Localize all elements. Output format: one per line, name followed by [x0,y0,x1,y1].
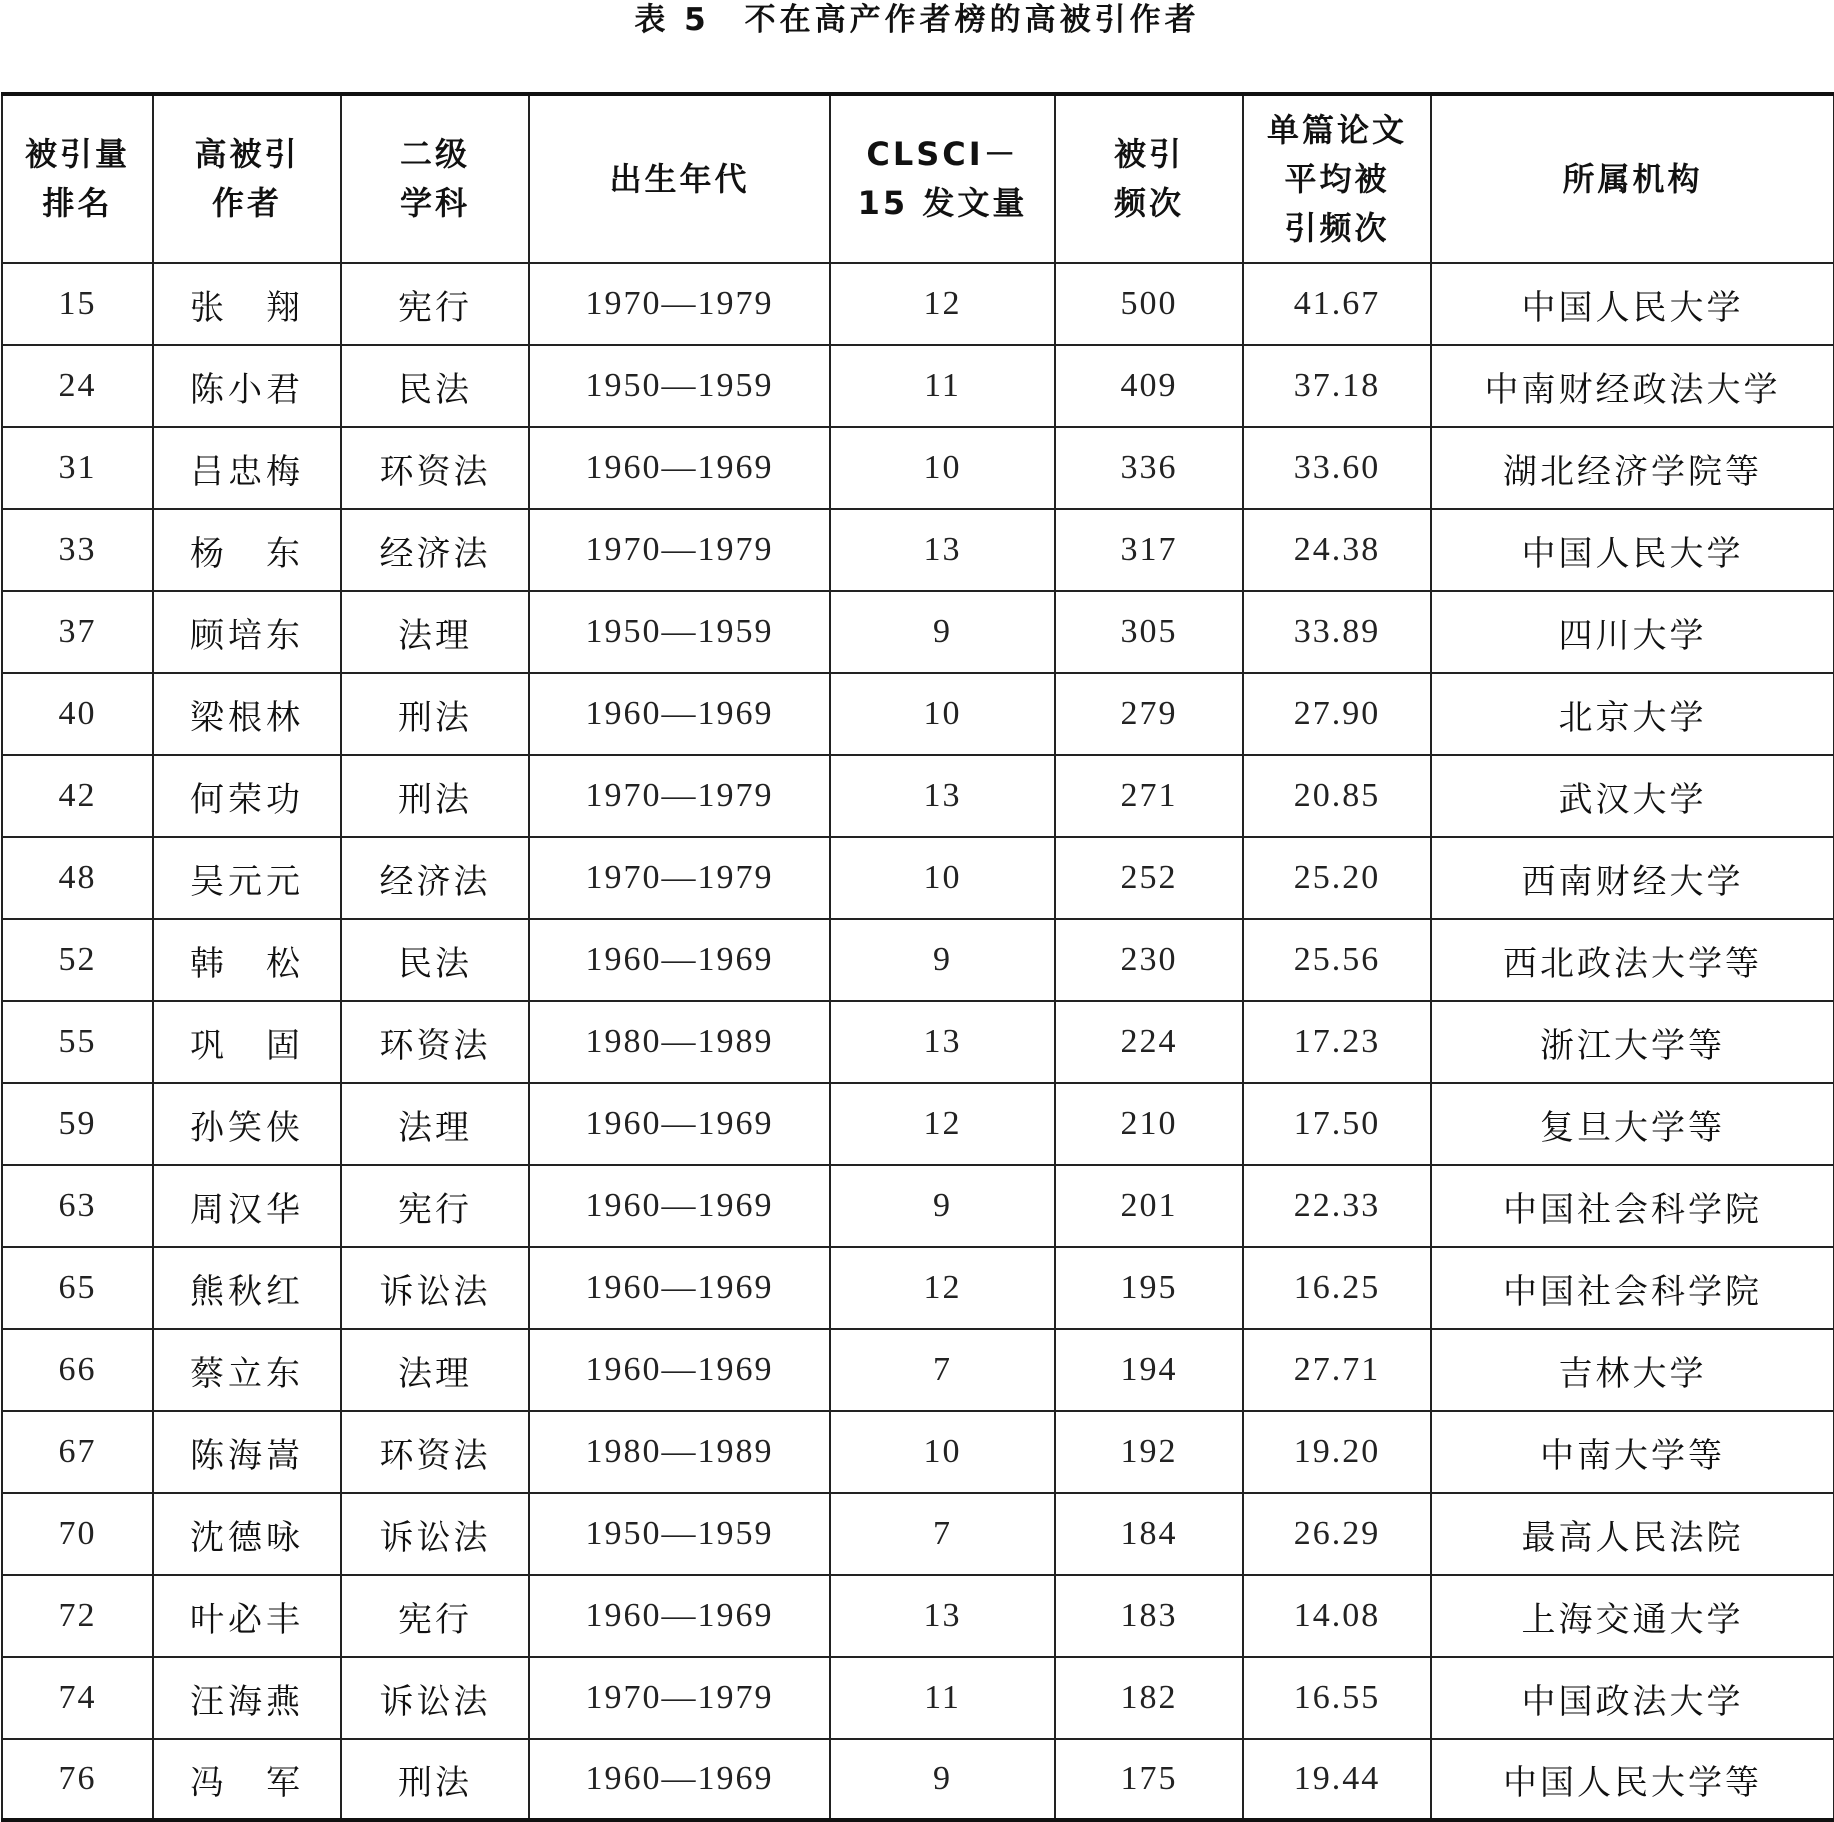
institution-cell: 浙江大学等 [1431,1001,1834,1083]
header-line: CLSCI－ [866,135,1019,173]
discipline-cell: 刑法 [341,673,529,755]
header-line: 单篇论文 [1266,110,1407,149]
rank-cell: 66 [2,1329,153,1411]
author-cell: 孙笑侠 [153,1083,341,1165]
citations-cell: 210 [1055,1083,1243,1165]
rank-cell: 67 [2,1411,153,1493]
institution-cell: 上海交通大学 [1431,1575,1834,1657]
rank-cell: 48 [2,837,153,919]
header-line: 排名 [42,184,113,222]
author-cell: 汪海燕 [153,1657,341,1739]
table-row [2,1739,1834,1820]
header-line: 高被引 [194,135,300,173]
avg-citations-cell: 20.85 [1243,755,1431,837]
birth-decade-cell: 1960—1969 [529,1329,830,1411]
publications-cell: 13 [830,755,1055,837]
discipline-cell: 民法 [341,345,529,427]
author-cell: 叶必丰 [153,1575,341,1657]
author-cell: 蔡立东 [153,1329,341,1411]
discipline-cell: 环资法 [341,427,529,509]
institution-cell: 复旦大学等 [1431,1083,1834,1165]
rank-cell: 59 [2,1083,153,1165]
avg-citations-cell: 33.60 [1243,427,1431,509]
table-caption: 表 5 不在高产作者榜的高被引作者 [634,2,1200,38]
birth-decade-cell: 1960—1969 [529,1083,830,1165]
author-cell: 周汉华 [153,1165,341,1247]
citations-cell: 336 [1055,427,1243,509]
header-line: 出生年代 [609,159,750,198]
rank-cell: 70 [2,1493,153,1575]
citations-cell: 175 [1055,1739,1243,1820]
citations-cell: 194 [1055,1329,1243,1411]
discipline-cell: 宪行 [341,1575,529,1657]
avg-citations-cell: 22.33 [1243,1165,1431,1247]
author-cell: 熊秋红 [153,1247,341,1329]
header-line: 所属机构 [1562,159,1703,198]
table-row [2,755,1834,837]
rank-cell: 63 [2,1165,153,1247]
rank-cell: 72 [2,1575,153,1657]
table-row [2,1329,1834,1411]
avg-citations-cell: 16.25 [1243,1247,1431,1329]
discipline-cell: 经济法 [341,837,529,919]
institution-cell: 中国人民大学 [1431,263,1834,345]
citations-cell: 182 [1055,1657,1243,1739]
table-row [2,345,1834,427]
publications-cell: 11 [830,1657,1055,1739]
birth-decade-cell: 1960—1969 [529,1739,830,1820]
table-header-row [2,94,1834,263]
institution-cell: 四川大学 [1431,591,1834,673]
birth-decade-cell: 1960—1969 [529,673,830,755]
citations-cell: 317 [1055,509,1243,591]
institution-cell: 武汉大学 [1431,755,1834,837]
table-row [2,591,1834,673]
publications-cell: 13 [830,1575,1055,1657]
table-body [2,263,1834,1820]
discipline-cell: 环资法 [341,1001,529,1083]
birth-decade-cell: 1960—1969 [529,427,830,509]
avg-citations-cell: 17.23 [1243,1001,1431,1083]
header-discipline [341,94,529,263]
rank-cell: 40 [2,673,153,755]
publications-cell: 9 [830,591,1055,673]
publications-cell: 9 [830,1165,1055,1247]
institution-cell: 最高人民法院 [1431,1493,1834,1575]
publications-cell: 7 [830,1493,1055,1575]
citations-cell: 192 [1055,1411,1243,1493]
header-line: 平均被 [1284,159,1390,198]
rank-cell: 74 [2,1657,153,1739]
header-birth-decade [529,94,830,263]
citations-cell: 409 [1055,345,1243,427]
author-cell: 陈小君 [153,345,341,427]
discipline-cell: 刑法 [341,1739,529,1820]
avg-citations-cell: 25.20 [1243,837,1431,919]
avg-citations-cell: 16.55 [1243,1657,1431,1739]
birth-decade-cell: 1950—1959 [529,1493,830,1575]
table-row [2,1165,1834,1247]
avg-citations-cell: 26.29 [1243,1493,1431,1575]
citations-cell: 500 [1055,263,1243,345]
header-line: 被引 [1113,135,1184,173]
birth-decade-cell: 1950—1959 [529,591,830,673]
header-line: 15 发文量 [857,184,1028,222]
rank-cell: 31 [2,427,153,509]
table-row [2,673,1834,755]
author-cell: 吕忠梅 [153,427,341,509]
citations-cell: 184 [1055,1493,1243,1575]
header-line: 作者 [211,184,282,222]
publications-cell: 10 [830,427,1055,509]
header-line: 频次 [1113,184,1184,222]
discipline-cell: 环资法 [341,1411,529,1493]
birth-decade-cell: 1960—1969 [529,1247,830,1329]
avg-citations-cell: 37.18 [1243,345,1431,427]
publications-cell: 9 [830,919,1055,1001]
citations-cell: 183 [1055,1575,1243,1657]
avg-citations-cell: 33.89 [1243,591,1431,673]
birth-decade-cell: 1950—1959 [529,345,830,427]
discipline-cell: 宪行 [341,1165,529,1247]
discipline-cell: 民法 [341,919,529,1001]
publications-cell: 7 [830,1329,1055,1411]
table-row [2,919,1834,1001]
institution-cell: 中国人民大学 [1431,509,1834,591]
citations-cell: 201 [1055,1165,1243,1247]
header-author [153,94,341,263]
discipline-cell: 法理 [341,591,529,673]
avg-citations-cell: 14.08 [1243,1575,1431,1657]
institution-cell: 中南大学等 [1431,1411,1834,1493]
citations-cell: 271 [1055,755,1243,837]
citations-cell: 279 [1055,673,1243,755]
table-row [2,1083,1834,1165]
rank-cell: 55 [2,1001,153,1083]
author-cell: 吴元元 [153,837,341,919]
rank-cell: 76 [2,1739,153,1820]
birth-decade-cell: 1960—1969 [529,1165,830,1247]
publications-cell: 10 [830,673,1055,755]
table-row [2,427,1834,509]
author-cell: 沈德咏 [153,1493,341,1575]
author-cell: 韩 松 [153,919,341,1001]
table-row [2,837,1834,919]
publications-cell: 10 [830,1411,1055,1493]
institution-cell: 北京大学 [1431,673,1834,755]
birth-decade-cell: 1980—1989 [529,1001,830,1083]
birth-decade-cell: 1970—1979 [529,755,830,837]
avg-citations-cell: 19.20 [1243,1411,1431,1493]
birth-decade-cell: 1970—1979 [529,1657,830,1739]
institution-cell: 湖北经济学院等 [1431,427,1834,509]
institution-cell: 中南财经政法大学 [1431,345,1834,427]
rank-cell: 33 [2,509,153,591]
discipline-cell: 法理 [341,1329,529,1411]
author-cell: 何荣功 [153,755,341,837]
header-line: 学科 [399,184,470,222]
discipline-cell: 诉讼法 [341,1247,529,1329]
publications-cell: 10 [830,837,1055,919]
institution-cell: 吉林大学 [1431,1329,1834,1411]
citations-cell: 252 [1055,837,1243,919]
avg-citations-cell: 27.90 [1243,673,1431,755]
avg-citations-cell: 17.50 [1243,1083,1431,1165]
avg-citations-cell: 25.56 [1243,919,1431,1001]
discipline-cell: 诉讼法 [341,1657,529,1739]
header-clsci-publications [830,94,1055,263]
header-line: 引频次 [1284,208,1390,247]
avg-citations-cell: 24.38 [1243,509,1431,591]
publications-cell: 12 [830,1247,1055,1329]
table-row [2,1575,1834,1657]
citations-cell: 230 [1055,919,1243,1001]
publications-cell: 13 [830,509,1055,591]
table-row [2,1001,1834,1083]
rank-cell: 15 [2,263,153,345]
header-line: 二级 [399,135,470,173]
table-row [2,1657,1834,1739]
author-cell: 杨 东 [153,509,341,591]
authors-table [1,92,1834,1822]
institution-cell: 中国政法大学 [1431,1657,1834,1739]
discipline-cell: 刑法 [341,755,529,837]
discipline-cell: 宪行 [341,263,529,345]
table-row [2,1493,1834,1575]
birth-decade-cell: 1970—1979 [529,837,830,919]
institution-cell: 西南财经大学 [1431,837,1834,919]
header-avg-citations [1243,94,1431,263]
birth-decade-cell: 1970—1979 [529,263,830,345]
institution-cell: 西北政法大学等 [1431,919,1834,1001]
publications-cell: 12 [830,1083,1055,1165]
publications-cell: 11 [830,345,1055,427]
avg-citations-cell: 27.71 [1243,1329,1431,1411]
header-institution [1431,94,1834,263]
citations-cell: 195 [1055,1247,1243,1329]
author-cell: 陈海嵩 [153,1411,341,1493]
avg-citations-cell: 19.44 [1243,1739,1431,1820]
institution-cell: 中国社会科学院 [1431,1247,1834,1329]
table-row [2,263,1834,345]
author-cell: 张 翔 [153,263,341,345]
rank-cell: 24 [2,345,153,427]
publications-cell: 12 [830,263,1055,345]
author-cell: 冯 军 [153,1739,341,1820]
citations-cell: 224 [1055,1001,1243,1083]
birth-decade-cell: 1970—1979 [529,509,830,591]
rank-cell: 52 [2,919,153,1001]
birth-decade-cell: 1960—1969 [529,919,830,1001]
discipline-cell: 法理 [341,1083,529,1165]
birth-decade-cell: 1960—1969 [529,1575,830,1657]
author-cell: 顾培东 [153,591,341,673]
avg-citations-cell: 41.67 [1243,263,1431,345]
header-citation-count [1055,94,1243,263]
institution-cell: 中国社会科学院 [1431,1165,1834,1247]
header-citation-rank [2,94,153,263]
rank-cell: 37 [2,591,153,673]
author-cell: 巩 固 [153,1001,341,1083]
table-row [2,1247,1834,1329]
birth-decade-cell: 1980—1989 [529,1411,830,1493]
author-cell: 梁根林 [153,673,341,755]
rank-cell: 65 [2,1247,153,1329]
discipline-cell: 诉讼法 [341,1493,529,1575]
discipline-cell: 经济法 [341,509,529,591]
institution-cell: 中国人民大学等 [1431,1739,1834,1820]
citations-cell: 305 [1055,591,1243,673]
publications-cell: 13 [830,1001,1055,1083]
table-row [2,1411,1834,1493]
table-row [2,509,1834,591]
header-line: 被引量 [24,135,130,173]
publications-cell: 9 [830,1739,1055,1820]
rank-cell: 42 [2,755,153,837]
